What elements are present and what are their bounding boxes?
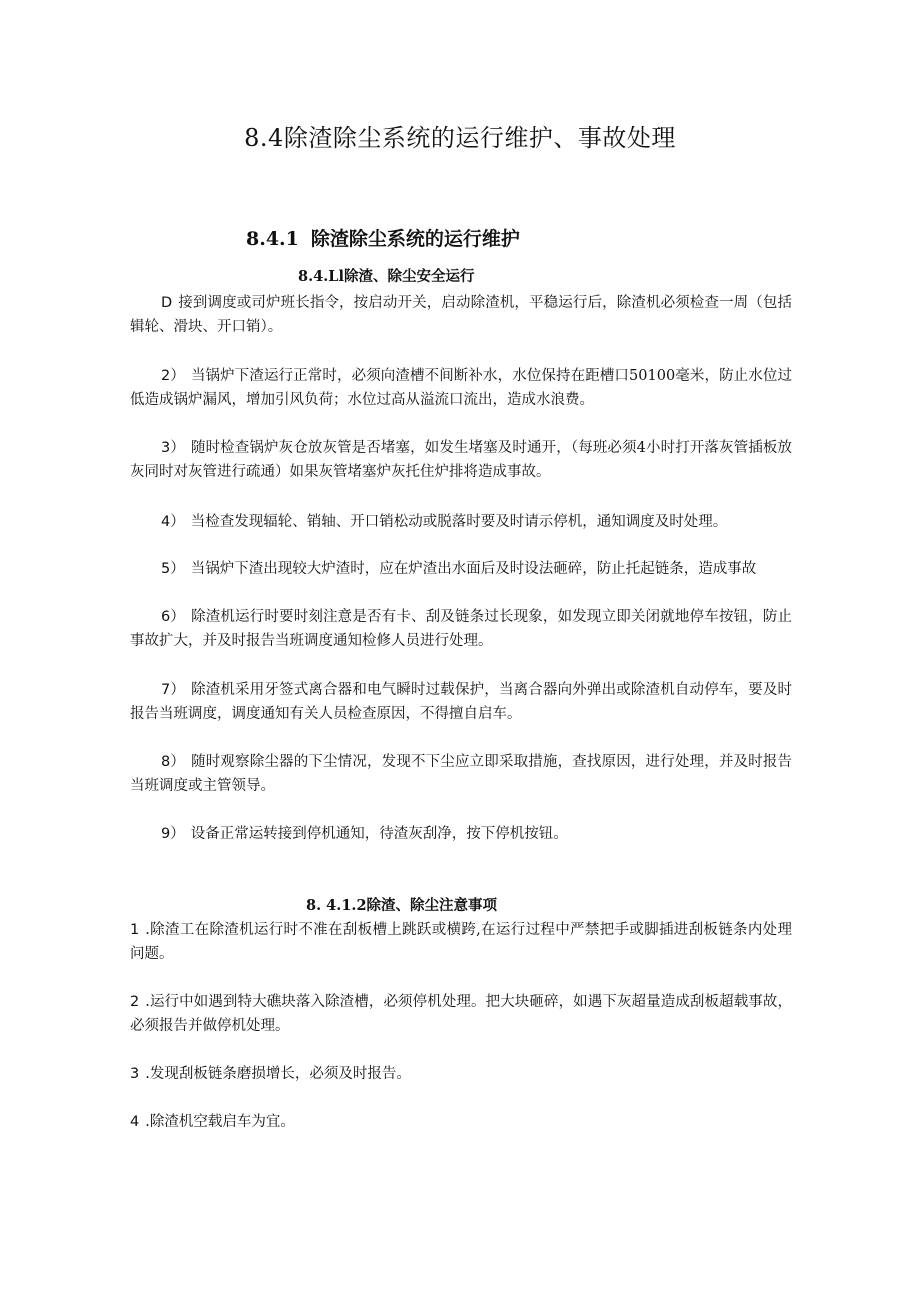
paragraph-item-1 — [130, 291, 792, 339]
note-text: .发现刮板链条磨损增长，必须及时报告。 — [145, 1066, 411, 1082]
paragraph-item-2 — [130, 364, 792, 412]
note-number: 2 — [130, 994, 140, 1010]
section-number: 8.4.1 — [246, 228, 299, 250]
paragraph-item-5 — [130, 557, 792, 581]
item-marker: 3） — [161, 440, 185, 456]
item-marker: 4） — [161, 514, 185, 530]
note-text: .除渣工在除渣机运行时不准在刮板槽上跳跃或横跨,在运行过程中严禁把手或脚插进刮板链条内处理问题。 — [130, 922, 792, 962]
item-marker: 8） — [161, 754, 186, 770]
item-text: 随时观察除尘器的下尘情况，发现不下尘应立即采取措施，查找原因，进行处理，并及时报告当班调度或主管领导。 — [130, 754, 793, 794]
item-marker: D — [161, 295, 173, 311]
paragraph-item-4 — [130, 510, 792, 534]
note-item-2 — [130, 990, 792, 1038]
item-marker: 5） — [161, 561, 185, 577]
note-item-4 — [130, 1110, 792, 1134]
subsection-heading-notes: 8. 4.1.2除渣、除尘注意事项 — [306, 897, 498, 914]
note-text: .除渣机空载启车为宜。 — [145, 1114, 295, 1130]
paragraph-item-7 — [130, 678, 792, 726]
note-number: 4 — [130, 1114, 140, 1130]
item-text: 设备正常运转接到停机通知，待渣灰刮净，按下停机按钮。 — [190, 826, 568, 842]
item-text: 当检查发现辐轮、销轴、开口销松动或脱落时要及时请示停机，通知调度及时处理。 — [190, 514, 728, 530]
note-number: 1 — [130, 922, 140, 938]
item-text: 接到调度或司炉班长指令，按启动开关，启动除渣机，平稳运行后，除渣机必须检查一周（包括辑轮、滑块、开口销）。 — [130, 295, 792, 335]
item-text: 随时检查锅炉灰仓放灰管是否堵塞，如发生堵塞及时通开，（每班必须4小时打开落灰管插板放灰同时对灰管进行疏通）如果灰管堵塞炉灰托住炉排将造成事故。 — [130, 440, 792, 480]
item-text: 除渣机运行时要时刻注意是否有卡、刮及链条过长现象，如发现立即关闭就地停车按钮，防止事故扩大，并及时报告当班调度通知检修人员进行处理。 — [130, 609, 793, 649]
paragraph-item-8 — [130, 750, 792, 798]
item-text: 当锅炉下渣出现较大炉渣时，应在炉渣出水面后及时设法砸碎，防止托起链条，造成事故 — [190, 561, 757, 577]
note-number: 3 — [130, 1066, 140, 1082]
paragraph-item-9 — [130, 822, 792, 846]
item-marker: 2） — [161, 368, 185, 384]
note-item-3 — [130, 1062, 792, 1086]
item-marker: 9） — [161, 826, 185, 842]
subsection-heading-safety: 8.4.Ll除渣、除尘安全运行 — [298, 268, 475, 285]
item-marker: 7） — [161, 682, 186, 698]
item-marker: 6） — [161, 609, 186, 625]
note-item-1 — [130, 918, 792, 966]
section-heading — [246, 224, 520, 251]
paragraph-item-6 — [130, 605, 792, 653]
section-title: 除渣除尘系统的运行维护 — [310, 228, 520, 250]
item-text: 当锅炉下渣运行正常时，必须向渣槽不间断补水，水位保持在距槽口50100毫米，防止水位过低造成锅炉漏风，增加引风负荷；水位过高从溢流口流出，造成水浪费。 — [130, 368, 792, 408]
paragraph-item-3 — [130, 436, 792, 484]
note-text: .运行中如遇到特大礁块落入除渣槽，必须停机处理。把大块砸碎，如遇下灰超量造成刮板超载事故，必须报告并做停机处理。 — [130, 994, 792, 1034]
page-title: 8.4除渣除尘系统的运行维护、事故处理 — [244, 124, 676, 152]
item-text: 除渣机采用牙签式离合器和电气瞬时过载保护，当离合器向外弹出或除渣机自动停车，要及时报告当班调度，调度通知有关人员检查原因，不得擅自启车。 — [130, 682, 793, 722]
